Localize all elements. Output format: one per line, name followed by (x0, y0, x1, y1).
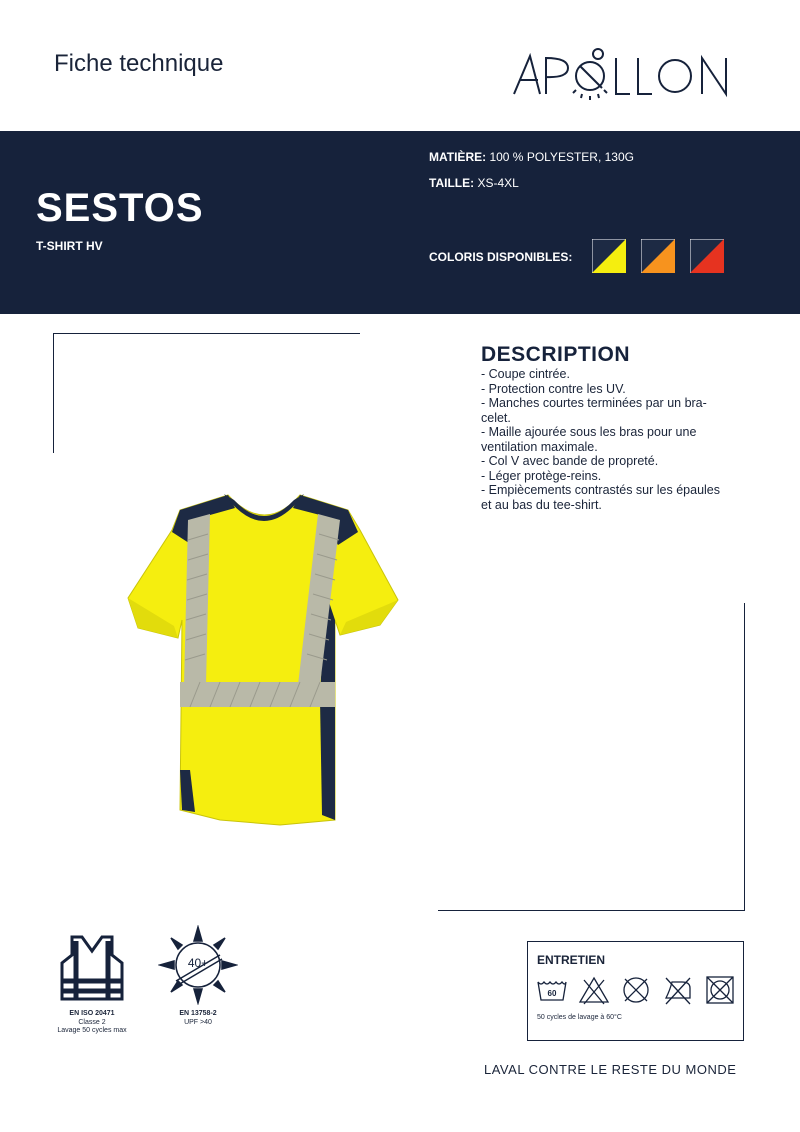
colors-label: COLORIS DISPONIBLES: (429, 250, 573, 264)
norm-title: EN ISO 20471 (69, 1010, 115, 1017)
color-swatch-red[interactable] (690, 239, 724, 273)
spec-size-label: TAILLE: (429, 176, 475, 190)
description-item: - Coupe cintrée. (481, 367, 570, 381)
norm-class: Classe 2 (78, 1018, 106, 1026)
frame-line-right (744, 603, 745, 911)
description-list (481, 367, 731, 512)
spec-size (429, 176, 519, 190)
description-item: - Empiècements contrastés sur les épaules et au bas du tee-shirt. (481, 483, 720, 512)
product-name: SESTOS (36, 186, 204, 230)
apollon-logo (510, 44, 750, 100)
description-item: - Protection contre les UV. (481, 381, 626, 396)
spec-material (429, 150, 634, 164)
care-note: 50 cycles de lavage à 60°C (537, 1014, 622, 1021)
norm-title: EN 13758-2 (179, 1010, 217, 1017)
wash-60-icon (536, 974, 568, 1006)
uv-sun-icon (158, 925, 238, 1005)
hv-vest-icon (58, 933, 126, 1003)
description-item: - Col V avec bande de propreté. (481, 454, 659, 468)
tshirt-product-image (110, 470, 410, 870)
frame-line-bottom (438, 910, 745, 911)
product-type: T-SHIRT HV (36, 239, 103, 253)
norm-upf: UPF >40 (184, 1018, 212, 1026)
no-ironing-icon (662, 974, 694, 1006)
description-item: - Léger protège-reins. (481, 468, 602, 483)
description-item: - Maille ajourée sous les bras pour une ventilation maximale. (481, 425, 697, 454)
norm-wash-cycles: Lavage 50 cycles max (57, 1027, 127, 1034)
document-title: Fiche technique (54, 50, 224, 77)
no-tumble-dry-icon (704, 974, 736, 1006)
frame-line-left (53, 333, 54, 453)
care-heading: ENTRETIEN (537, 953, 606, 967)
description-heading: DESCRIPTION (481, 343, 631, 366)
frame-line-top (53, 333, 360, 334)
spec-material-value: 100 % POLYESTER, 130G (489, 150, 634, 164)
color-swatch-yellow[interactable] (592, 239, 626, 273)
no-bleach-icon (578, 974, 610, 1006)
norm-en-13758-2 (150, 1010, 246, 1027)
wash-temperature: 60 (547, 989, 557, 998)
footer-tagline: LAVAL CONTRE LE RESTE DU MONDE (484, 1062, 737, 1077)
color-swatch-orange[interactable] (641, 239, 675, 273)
upf-badge: 40+ (187, 956, 209, 970)
no-dry-clean-icon (620, 974, 652, 1006)
spec-material-label: MATIÈRE: (429, 150, 487, 164)
description-item: - Manches courtes terminées par un bra-celet. (481, 396, 707, 425)
spec-size-value: XS-4XL (477, 176, 519, 190)
norm-en-iso-20471 (40, 1010, 144, 1036)
